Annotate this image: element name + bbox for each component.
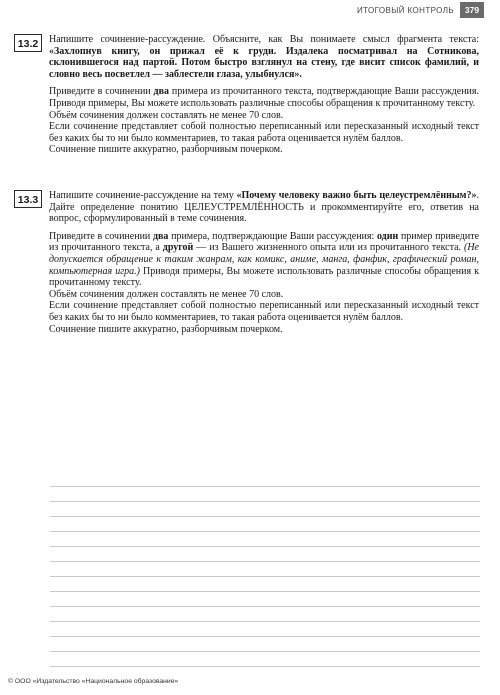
requirement-text: Приводя примеры, Вы можете использовать различные способы обращения к прочитанному тексту. <box>49 265 479 289</box>
requirement-text: примера, подтверждающие Ваши рассуждения: <box>168 230 377 242</box>
concept-term: ЦЕЛЕУСТРЕМЛЁННОСТЬ <box>184 201 304 213</box>
instruction-text: Напишите сочинение-рассуждение на тему <box>49 190 237 201</box>
answer-line[interactable] <box>50 577 480 592</box>
page-header <box>0 0 500 22</box>
task-number-badge: 13.3 <box>14 190 42 208</box>
answer-line[interactable] <box>50 517 480 532</box>
answer-line[interactable] <box>50 547 480 562</box>
section-title: ИТОГОВЫЙ КОНТРОЛЬ <box>356 6 454 15</box>
answer-line[interactable] <box>50 652 480 667</box>
volume-requirement: Объём сочинения должен составлять не менее 70 слов. <box>49 288 284 300</box>
answer-line[interactable] <box>50 607 480 622</box>
answer-line[interactable] <box>50 622 480 637</box>
grading-note: Если сочинение представляет собой полностью переписанный или пересказанный исходный текст без каких бы то ни было комментариев, то такая работа оценивается нулём баллов. <box>49 300 479 323</box>
answer-lines[interactable] <box>50 472 480 667</box>
answer-line[interactable] <box>50 562 480 577</box>
requirement-emphasis: другой <box>162 242 194 254</box>
answer-line[interactable] <box>50 637 480 652</box>
task-13-2-body <box>49 34 479 156</box>
task-number-badge: 13.2 <box>14 34 42 52</box>
essay-topic: «Почему человеку важно быть целеустремлённым?» <box>236 190 477 201</box>
task-13-2-instruction <box>49 34 479 80</box>
handwriting-note: Сочинение пишите аккуратно, разборчивым почерком. <box>49 323 283 335</box>
requirement-emphasis: один <box>376 230 399 242</box>
requirement-text: примера из прочитанного текста, подтверждающие Ваши рассуждения. Приводя примеры, Вы можете использовать различные способы обращения к прочитанному тексту. <box>49 86 479 109</box>
examples-requirement <box>49 231 479 289</box>
task-13-3-body <box>49 190 479 335</box>
volume-requirement: Объём сочинения должен составлять не менее 70 слов. <box>49 109 284 121</box>
requirement-text: Приведите в сочинении <box>49 230 153 242</box>
requirement-text: — из Вашего жизненного опыта или из прочитанного текста. <box>193 242 464 254</box>
footer-copyright: © ООО «Издательство «Национальное образование» <box>8 678 179 685</box>
text-fragment-quote: «Захлопнув книгу, он прижал её к груди. Издалека посматривал на Сотникова, склонившегося над партой. Потом быстро взглянул на стену, где висит список фамилий, и словно весь посветлел — заблестели глаза, улыбнулся». <box>49 45 479 80</box>
page-number: 379 <box>460 2 484 18</box>
handwriting-note: Сочинение пишите аккуратно, разборчивым почерком. <box>49 144 283 156</box>
requirement-text: пример приведите из прочитанного текста, а <box>49 230 480 254</box>
answer-line[interactable] <box>50 502 480 517</box>
answer-line[interactable] <box>50 532 480 547</box>
answer-line[interactable] <box>50 487 480 502</box>
requirement-emphasis: два <box>153 86 169 98</box>
answer-line[interactable] <box>50 472 480 487</box>
grading-note: Если сочинение представляет собой полностью переписанный или пересказанный исходный текст без каких бы то ни было комментариев, то такая работа оценивается нулём баллов. <box>49 121 479 144</box>
requirement-text: Приведите в сочинении <box>49 86 154 98</box>
requirement-emphasis: два <box>152 230 169 242</box>
instruction-text: . Дайте определение понятию <box>49 190 479 213</box>
answer-line[interactable] <box>50 592 480 607</box>
task-13-3-instruction <box>49 190 479 225</box>
examples-requirement <box>49 86 479 109</box>
instruction-text: и прокомментируйте его, ответив на вопрос, сформулированный в теме сочинения. <box>49 201 479 225</box>
genre-restriction: (Не допускается обращение к таким жанрам, как комикс, аниме, манга, фанфик, графический роман, компьютерная игра.) <box>49 242 479 277</box>
instruction-text: Напишите сочинение-рассуждение. Объясните, как Вы понимаете смысл фрагмента текста: <box>49 34 479 45</box>
